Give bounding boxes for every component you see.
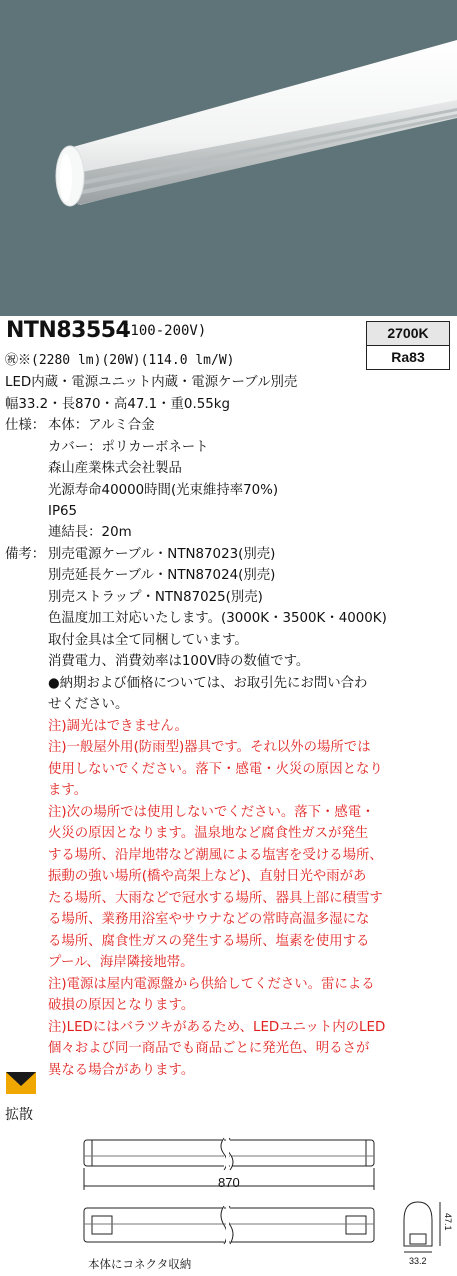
- dimensions-line: 幅33.2・長870・高47.1・重0.55kg: [5, 397, 230, 412]
- note-line: ●納期および価格については、お取引先にお問い合わ: [48, 676, 368, 691]
- warning-line: 注)次の場所では使用しないでください。落下・感電・: [48, 805, 375, 820]
- spec-line: IP65: [48, 504, 78, 519]
- spec-line: 森山産業株式会社製品: [48, 461, 182, 476]
- warning-line: 注)一般屋外用(防雨型)器具です。それ以外の場所では: [48, 740, 371, 755]
- product-photo: [0, 0, 457, 316]
- color-temperature-badge: 2700K: [366, 321, 450, 346]
- note-line: せください。: [48, 697, 129, 712]
- note-line: 別売ストラップ・NTN87025(別売): [48, 590, 263, 605]
- spec-line: 光源寿命40000時間(光束維持率70%): [48, 483, 279, 498]
- note-line: 別売延長ケーブル・NTN87024(別売): [48, 568, 276, 583]
- spec-line: 連結長：20m: [48, 525, 132, 540]
- spec-line: カバー：ポリカーボネート: [48, 440, 209, 455]
- ratings-line: ㊗※(2280 lm)(20W)(114.0 lm/W): [5, 353, 235, 368]
- spec-line: 本体：アルミ合金: [48, 418, 155, 433]
- spec-badges: [366, 321, 450, 370]
- note-line: 色温度加工対応いたします。(3000K・3500K・4000K): [48, 611, 387, 626]
- note-line: 別売電源ケーブル・NTN87023(別売): [48, 547, 276, 562]
- warning-line: 振動の強い場所(橋や高架上など)、直射日光や雨があ: [48, 869, 367, 884]
- warning-line: ます。: [48, 783, 88, 798]
- feature-line: LED内蔵・電源ユニット内蔵・電源ケーブル別売: [5, 375, 298, 390]
- note-line: 取付金具は全て同梱しています。: [48, 633, 248, 648]
- warning-line: 注)LEDにはバラツキがあるため、LEDユニット内のLED: [48, 1020, 386, 1035]
- spec-label: 仕様：: [5, 418, 46, 433]
- warning-line: 個々および同一商品でも商品ごとに発光色、明るさが: [48, 1041, 370, 1056]
- notes-label: 備考：: [5, 547, 46, 562]
- warning-line: 注)電源は屋内電源盤から供給してください。雷による: [48, 977, 375, 992]
- warning-line: たる場所、大雨などで冠水する場所、器具上部に積雪す: [48, 891, 383, 906]
- model-number: NTN83554: [6, 318, 131, 343]
- warning-line: する場所、沿岸地帯など潮風による塩害を受ける場所、: [48, 848, 383, 863]
- note-line: 消費電力、消費効率は100V時の数値です。: [48, 654, 310, 669]
- warning-line: る場所、業務用浴室やサウナなどの常時高温多湿にな: [48, 912, 370, 927]
- warning-line: 破損の原因となります。: [48, 998, 195, 1013]
- warning-line: 異なる場合があります。: [48, 1063, 195, 1078]
- length-dimension: 870: [218, 1175, 240, 1190]
- warning-line: プール、海岸隣接地帯。: [48, 955, 194, 970]
- height-dimension: 47.1: [443, 1213, 453, 1231]
- cri-badge: Ra83: [366, 346, 450, 370]
- width-dimension: 33.2: [409, 1256, 427, 1266]
- diffuse-label: 拡散: [5, 1107, 33, 1123]
- connector-note: 本体にコネクタ収納: [88, 1257, 192, 1271]
- dimension-drawing: [0, 1128, 457, 1276]
- diffuse-light-icon: [6, 1072, 36, 1094]
- warning-line: 注)調光はできません。: [48, 719, 188, 734]
- warning-line: る場所、腐食性ガスの発生する場所、塩素を使用する: [48, 934, 370, 949]
- warning-line: 使用しないでください。落下・感電・火災の原因となり: [48, 762, 383, 777]
- warning-line: 火災の原因となります。温泉地など腐食性ガスが発生: [48, 826, 369, 841]
- voltage-range: (100-200V): [122, 323, 207, 339]
